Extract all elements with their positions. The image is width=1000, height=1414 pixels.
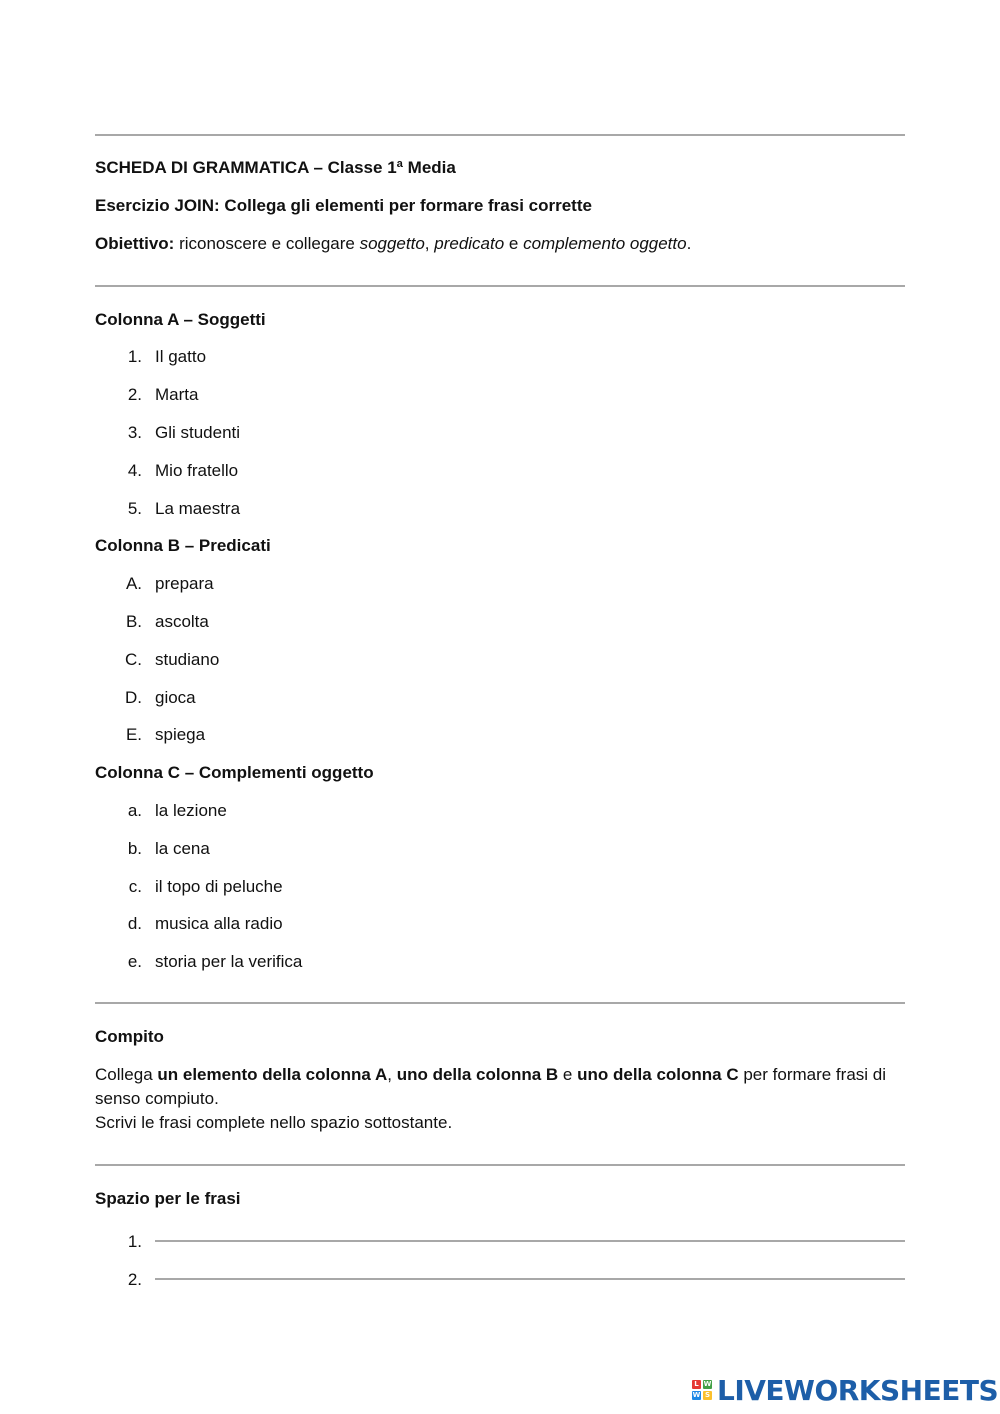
list-item-text: ascolta	[155, 612, 209, 631]
list-item-text: Marta	[155, 385, 199, 404]
list-marker: A.	[125, 574, 142, 593]
divider	[95, 1164, 905, 1166]
list-marker: b.	[127, 839, 142, 858]
list-item-text: gioca	[155, 688, 196, 707]
task-text: Scrivi le frasi complete nello spazio sottostante.	[95, 1113, 453, 1132]
list-item-text: il topo di peluche	[155, 877, 283, 896]
list-item-text: La maestra	[155, 499, 241, 518]
column-a-heading: Colonna A – Soggetti	[95, 310, 266, 329]
list-marker: e.	[127, 952, 142, 971]
list-item-text: Gli studenti	[155, 423, 241, 442]
task-text: per formare frasi di senso compiuto.	[95, 1065, 887, 1108]
list-item-text: storia per la verifica	[155, 952, 303, 971]
list-marker: 1.	[127, 1232, 142, 1251]
answers-heading: Spazio per le frasi	[95, 1189, 241, 1208]
list-item-text: spiega	[155, 725, 206, 744]
objective-text: riconoscere e collegare	[179, 234, 360, 253]
list-item-text: prepara	[155, 574, 214, 593]
list-marker: 2.	[127, 385, 142, 404]
divider	[95, 285, 905, 287]
list-marker: 3.	[127, 423, 142, 442]
logo-text: LIVEWORKSHEETS	[717, 1373, 999, 1407]
answer-line-1[interactable]	[155, 1240, 905, 1242]
list-item-text: musica alla radio	[155, 914, 283, 933]
task-emphasis: uno della colonna C	[577, 1065, 739, 1084]
logo-mark-cell: W	[692, 1391, 701, 1399]
objective-text: ,	[424, 234, 435, 253]
list-marker: D.	[125, 688, 142, 707]
list-item-text: studiano	[155, 650, 220, 669]
list-item-text: Mio fratello	[155, 461, 239, 480]
objective-term: complemento oggetto	[523, 234, 687, 253]
liveworksheets-logo	[692, 1374, 998, 1406]
objective-label: Obiettivo:	[95, 234, 175, 253]
list-marker: 2.	[127, 1270, 142, 1289]
logo-mark-cell: L	[692, 1380, 701, 1389]
task-instructions	[95, 1063, 905, 1135]
objective-term: soggetto	[359, 234, 425, 253]
objective-text: .	[686, 234, 692, 253]
list-marker: a.	[127, 801, 142, 820]
list-marker: C.	[125, 650, 142, 669]
task-heading: Compito	[95, 1027, 164, 1046]
task-text: e	[558, 1065, 578, 1084]
list-item-text: la lezione	[155, 801, 227, 820]
task-text: Collega	[95, 1065, 158, 1084]
column-c-heading: Colonna C – Complementi oggetto	[95, 763, 374, 782]
column-b-heading: Colonna B – Predicati	[95, 536, 271, 555]
logo-mark-cell: S	[704, 1391, 711, 1399]
list-item-text: la cena	[155, 839, 210, 858]
worksheet-title: SCHEDA DI GRAMMATICA – Classe 1ª Media	[95, 158, 456, 177]
objective-text: e	[504, 234, 524, 253]
logo-mark-icon	[692, 1380, 712, 1400]
task-emphasis: un elemento della colonna A	[157, 1065, 388, 1084]
divider	[95, 134, 905, 136]
list-marker: 5.	[127, 499, 142, 518]
exercise-title: Esercizio JOIN: Collega gli elementi per formare frasi corrette	[95, 196, 592, 215]
list-item-text: Il gatto	[155, 347, 207, 366]
list-marker: 4.	[127, 461, 142, 480]
list-marker: 1.	[127, 347, 142, 366]
list-marker: B.	[125, 612, 142, 631]
objective-term: predicato	[434, 234, 505, 253]
logo-mark-cell: W	[703, 1380, 712, 1388]
task-text: ,	[387, 1065, 397, 1084]
divider	[95, 1002, 905, 1004]
objective-line	[95, 233, 691, 255]
list-marker: d.	[127, 914, 142, 933]
list-marker: E.	[125, 725, 142, 744]
task-emphasis: uno della colonna B	[396, 1065, 559, 1084]
answer-line-2[interactable]	[155, 1278, 905, 1280]
list-marker: c.	[128, 877, 142, 896]
